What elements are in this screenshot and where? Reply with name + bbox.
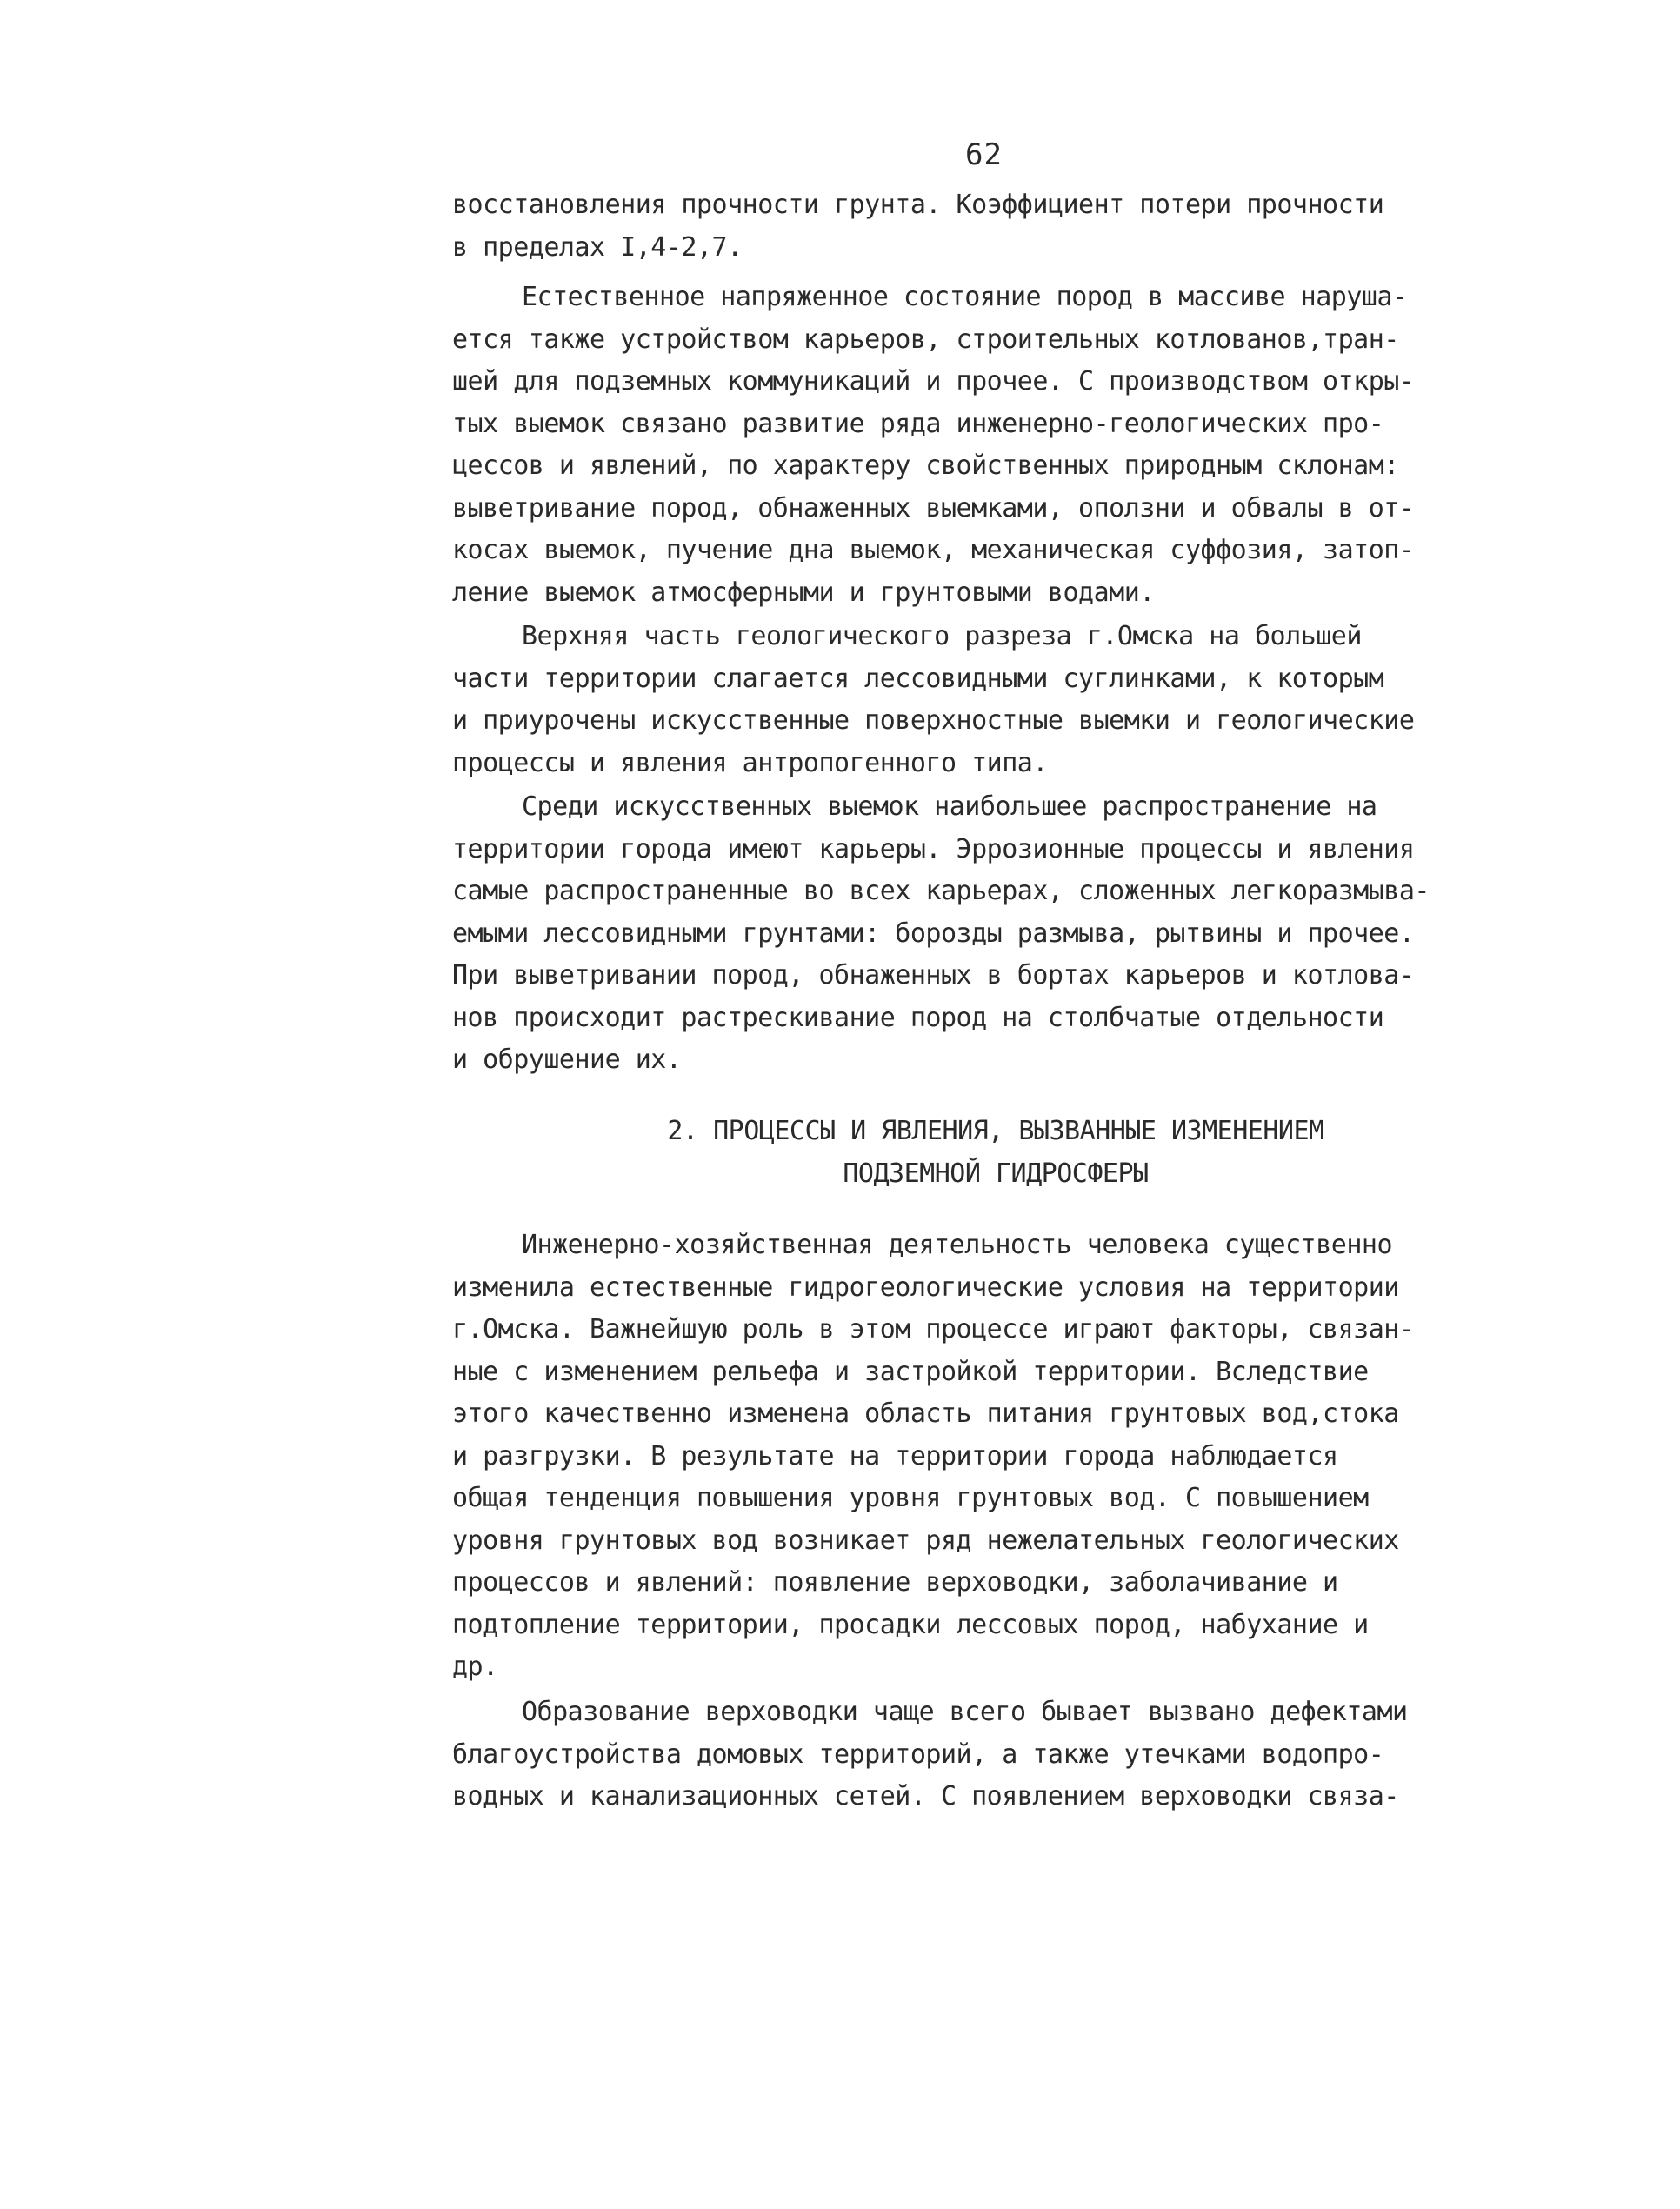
text-line: части территории слагается лессовидными суглинками, к которым xyxy=(452,663,1384,694)
text-line: шей для подземных коммуникаций и прочее. С производством откры- xyxy=(452,366,1415,397)
text-line: емыми лессовидными грунтами: борозды размыва, рытвины и прочее. xyxy=(452,918,1415,949)
text-line: выветривание пород, обнаженных выемками, оползни и обвалы в от- xyxy=(452,492,1415,524)
text-line: Инженерно-хозяйственная деятельность человека существенно xyxy=(522,1230,1393,1260)
page-number: 62 xyxy=(965,137,1003,172)
text-line: и разгрузки. В результате на территории города наблюдается xyxy=(452,1440,1338,1472)
text-line: нов происходит растрескивание пород на столбчатые отдельности xyxy=(452,1002,1384,1033)
heading-line: ПОДЗЕМНОЙ ГИДРОСФЕРЫ xyxy=(843,1158,1149,1189)
text-line: подтопление территории, просадки лессовых пород, набухание и xyxy=(452,1609,1369,1640)
text-line: территории города имеют карьеры. Эррозионные процессы и явления xyxy=(452,833,1415,864)
text-line: уровня грунтовых вод возникает ряд нежелательных геологических xyxy=(452,1525,1399,1556)
heading-line: 2. ПРОЦЕССЫ И ЯВЛЕНИЯ, ВЫЗВАННЫЕ ИЗМЕНЕНИЕМ xyxy=(667,1116,1324,1146)
paragraph-geology xyxy=(452,616,1539,784)
text-line: процессы и явления антропогенного типа. xyxy=(452,747,1048,778)
text-line: цессов и явлений, по характеру свойственных природным склонам: xyxy=(452,450,1399,481)
text-line: самые распространенные во всех карьерах, сложенных легкоразмыва- xyxy=(452,876,1430,906)
text-line: косах выемок, пучение дна выемок, механическая суффозия, затоп- xyxy=(452,535,1415,565)
text-line: При выветривании пород, обнаженных в бортах карьеров и котлова- xyxy=(452,960,1415,991)
text-line: г.Омска. Важнейшую роль в этом процессе играют факторы, связан- xyxy=(452,1314,1415,1345)
text-line: и обрушение их. xyxy=(452,1044,682,1075)
paragraph-continuation xyxy=(452,184,1539,269)
text-line: восстановления прочности грунта. Коэффициент потери прочности xyxy=(452,190,1384,220)
text-line: благоустройства домовых территорий, а также утечками водопро- xyxy=(452,1739,1384,1770)
paragraph-perched-water xyxy=(452,1692,1539,1819)
section-heading xyxy=(452,1110,1539,1194)
text-line: ется также устройством карьеров, строительных котлованов,тран- xyxy=(452,324,1399,355)
text-line: водных и канализационных сетей. С появлением верховодки связа- xyxy=(452,1781,1399,1812)
text-line: и приурочены искусственные поверхностные выемки и геологические xyxy=(452,705,1415,736)
text-line: этого качественно изменена область питания грунтовых вод,стока xyxy=(452,1398,1399,1429)
text-line: тых выемок связано развитие ряда инженерно-геологических про- xyxy=(452,408,1384,439)
paragraph-hydrogeology xyxy=(452,1225,1539,1689)
text-line: изменила естественные гидрогеологические условия на территории xyxy=(452,1271,1399,1303)
text-line: ные с изменением рельефа и застройкой территории. Вследствие xyxy=(452,1356,1369,1387)
paragraph-excavations xyxy=(452,277,1539,614)
text-line: ление выемок атмосферными и грунтовыми водами. xyxy=(452,577,1155,608)
text-line: процессов и явлений: появление верховодки, заболачивание и xyxy=(452,1567,1338,1598)
text-line: Верхняя часть геологического разреза г.Омска на большей xyxy=(522,621,1362,651)
text-line: в пределах I,4-2,7. xyxy=(452,231,743,263)
text-line: др. xyxy=(452,1652,498,1682)
text-line: Среди искусственных выемок наибольшее распространение на xyxy=(522,791,1377,822)
text-line: Естественное напряженное состояние пород в массиве наруша- xyxy=(522,282,1408,312)
text-line: общая тенденция повышения уровня грунтовых вод. С повышением xyxy=(452,1483,1369,1513)
text-line: Образование верховодки чаще всего бывает вызвано дефектами xyxy=(522,1697,1408,1727)
paragraph-quarries xyxy=(452,786,1539,1082)
